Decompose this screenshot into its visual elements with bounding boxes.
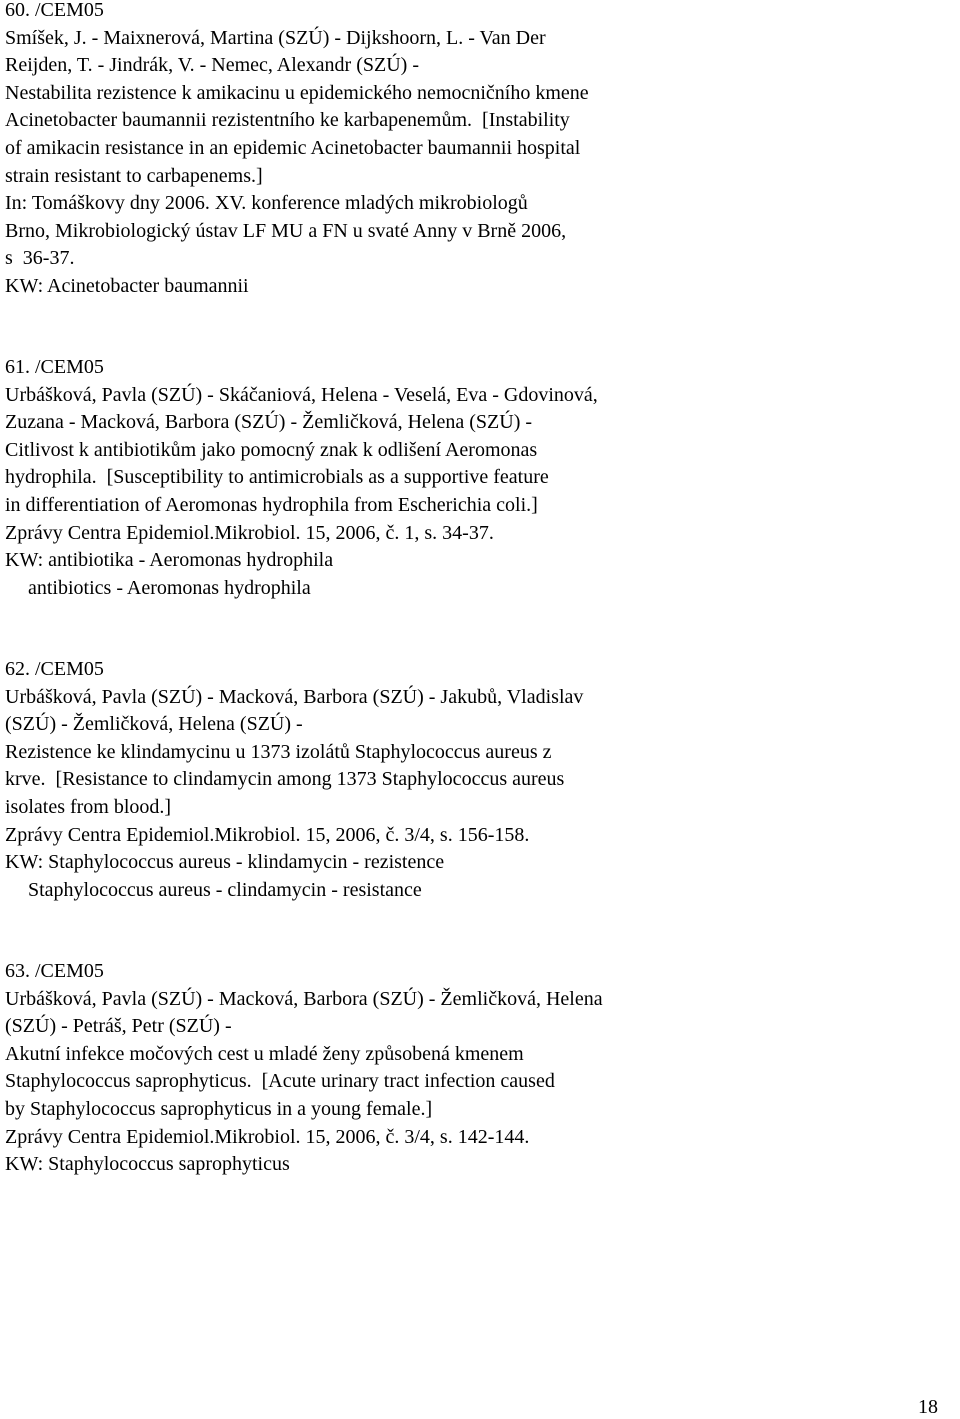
entry-number: 61. /CEM05 — [5, 356, 104, 378]
entry-source: Brno, Mikrobiologický ústav LF MU a FN u svaté Anny v Brně 2006, — [5, 219, 567, 242]
entry-title: isolates from blood.] — [5, 795, 172, 818]
entry-authors: Urbášková, Pavla (SZÚ) - Macková, Barbora (SZÚ) - Jakubů, Vladislav — [5, 685, 584, 708]
entry-authors: Urbášková, Pavla (SZÚ) - Macková, Barbora (SZÚ) - Žemličková, Helena — [5, 987, 603, 1010]
entry-number: 60. /CEM05 — [5, 0, 104, 21]
entry-number: 62. /CEM05 — [5, 658, 104, 680]
entry-title: Staphylococcus saprophyticus. [Acute urinary tract infection caused — [5, 1070, 555, 1093]
entry-title: by Staphylococcus saprophyticus in a young female.] — [5, 1097, 433, 1120]
entry-title: Acinetobacter baumannii rezistentního ke karbapenemům. [Instability — [5, 109, 570, 132]
entry-title: Citlivost k antibiotikům jako pomocný znak k odlišení Aeromonas — [5, 438, 538, 461]
entry-keywords: KW: Staphylococcus saprophyticus — [5, 1153, 290, 1176]
bibliography-entry-63 — [5, 958, 945, 1179]
entry-authors: Zuzana - Macková, Barbora (SZÚ) - Žemličková, Helena (SZÚ) - — [5, 411, 533, 434]
entry-title: of amikacin resistance in an epidemic Acinetobacter baumannii hospital — [5, 136, 581, 159]
entry-authors: Reijden, T. - Jindrák, V. - Nemec, Alexandr (SZÚ) - — [5, 54, 419, 77]
bibliography-entry-61 — [5, 354, 945, 602]
bibliography-entry-62 — [5, 656, 945, 904]
entry-source: Zprávy Centra Epidemiol.Mikrobiol. 15, 2006, č. 3/4, s. 142-144. — [5, 1125, 530, 1148]
entry-title: Rezistence ke klindamycinu u 1373 izolátů Staphylococcus aureus z — [5, 740, 552, 763]
entry-title: strain resistant to carbapenems.] — [5, 164, 263, 187]
entry-source: s 36-37. — [5, 247, 75, 270]
entry-keywords: KW: Staphylococcus aureus - klindamycin - rezistence — [5, 851, 445, 874]
entry-number: 63. /CEM05 — [5, 960, 104, 982]
entry-title: Nestabilita rezistence k amikacinu u epidemického nemocničního kmene — [5, 81, 589, 104]
entry-source: Zprávy Centra Epidemiol.Mikrobiol. 15, 2006, č. 3/4, s. 156-158. — [5, 823, 530, 846]
entry-title: Akutní infekce močových cest u mladé ženy způsobená kmenem — [5, 1042, 524, 1065]
entry-title: hydrophila. [Susceptibility to antimicrobials as a supportive feature — [5, 466, 549, 489]
entry-source: Zprávy Centra Epidemiol.Mikrobiol. 15, 2006, č. 1, s. 34-37. — [5, 521, 494, 544]
entry-keywords: KW: antibiotika - Aeromonas hydrophila — [5, 549, 334, 572]
entry-authors: (SZÚ) - Žemličková, Helena (SZÚ) - — [5, 713, 303, 736]
entry-authors: (SZÚ) - Petráš, Petr (SZÚ) - — [5, 1015, 232, 1038]
entry-title: krve. [Resistance to clindamycin among 1373 Staphylococcus aureus — [5, 768, 565, 791]
entry-keywords-english: antibiotics - Aeromonas hydrophila — [28, 576, 311, 599]
bibliography-entry-60 — [5, 0, 945, 301]
entry-authors: Urbášková, Pavla (SZÚ) - Skáčaniová, Helena - Veselá, Eva - Gdovinová, — [5, 383, 598, 406]
entry-title: in differentiation of Aeromonas hydrophila from Escherichia coli.] — [5, 493, 538, 516]
entry-source: In: Tomáškovy dny 2006. XV. konference mladých mikrobiologů — [5, 192, 528, 215]
entry-authors: Smíšek, J. - Maixnerová, Martina (SZÚ) - Dijkshoorn, L. - Van Der — [5, 26, 546, 49]
page-number: 18 — [918, 1396, 938, 1418]
entry-keywords-english: Staphylococcus aureus - clindamycin - resistance — [28, 878, 422, 901]
entry-keywords: KW: Acinetobacter baumannii — [5, 274, 249, 297]
